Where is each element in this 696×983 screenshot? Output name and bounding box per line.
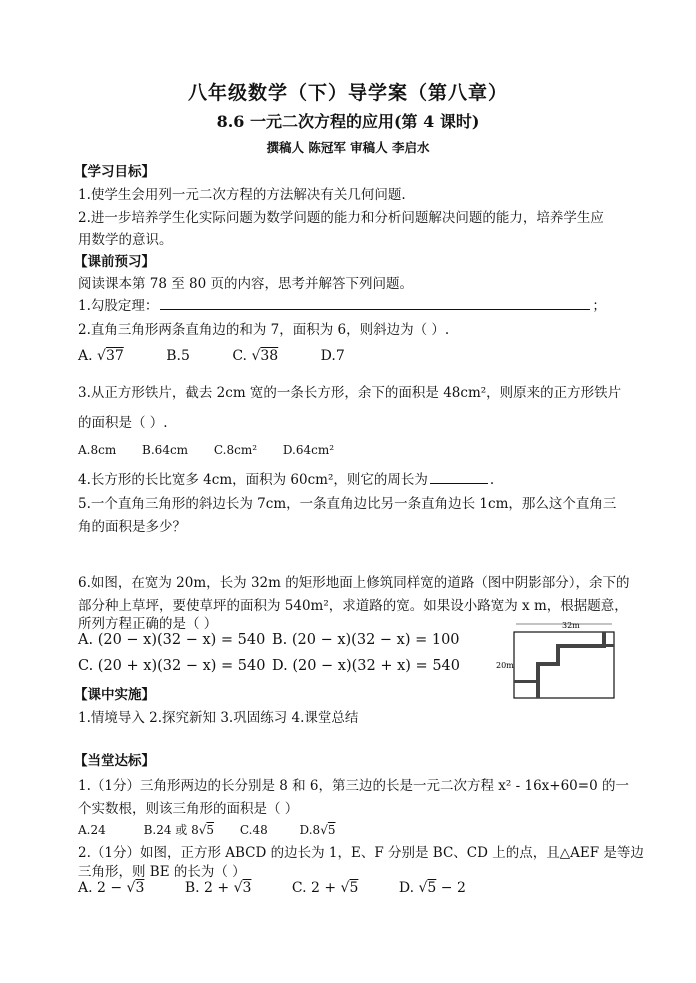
target-q2-line1: 2.（1分）如图，正方形 ABCD 的边长为 1，E、F 分别是 BC、CD 上的点，且△AEF 是等边 bbox=[78, 845, 644, 861]
q3-option-d: D.64cm² bbox=[282, 443, 335, 457]
tq1-option-b: B.24 或 8√5 bbox=[143, 823, 215, 837]
preview-q3-line2: 的面积是（ ）. bbox=[78, 415, 168, 431]
page-title: 八年级数学（下）导学案（第八章） bbox=[187, 82, 508, 104]
q2-option-a: A. √37 bbox=[78, 348, 124, 364]
target-q1-options bbox=[78, 821, 336, 838]
road-path-3 bbox=[606, 644, 614, 647]
road-figure bbox=[494, 618, 618, 702]
target-q2-line2: 三角形，则 BE 的长为（ ） bbox=[78, 864, 246, 880]
inclass-content: 1.情境导入 2.探究新知 3.巩固练习 4.课堂总结 bbox=[78, 710, 359, 726]
goal-item-2: 2.进一步培养学生化实际问题为数学问题的能力和分析问题解决问题的能力，培养学生应 bbox=[78, 210, 604, 226]
tq2-option-a: A. 2 − √3 bbox=[78, 880, 145, 896]
figure-width-label: 20m bbox=[496, 661, 514, 670]
tq1-option-c: C.48 bbox=[239, 823, 268, 837]
q2-option-b: B.5 bbox=[166, 348, 190, 364]
q3-options bbox=[78, 443, 334, 457]
q6-option-a: A. (20 − x)(32 − x) = 540 bbox=[78, 632, 266, 648]
tq2-option-d: D. √5 − 2 bbox=[398, 880, 466, 896]
tq2-option-b: B. 2 + √3 bbox=[184, 880, 252, 896]
authors-line: 撰稿人 陈冠军 审稿人 李启水 bbox=[266, 140, 430, 155]
preview-q1 bbox=[78, 294, 606, 314]
tq1-option-d: D.8√5 bbox=[299, 823, 336, 837]
goal-item-3: 用数学的意识。 bbox=[78, 232, 173, 248]
q2-option-d: D.7 bbox=[320, 348, 345, 364]
inclass-heading: 【课中实施】 bbox=[74, 687, 155, 703]
preview-q2: 2.直角三角形两条直角边的和为 7，面积为 6，则斜边为（ ）. bbox=[78, 322, 450, 338]
q4-end: . bbox=[489, 472, 495, 488]
q4-text: 4.长方形的长比宽多 4cm，面积为 60cm²，则它的周长为 bbox=[78, 472, 428, 488]
q4-answer-blank[interactable] bbox=[430, 471, 488, 484]
preview-q5-line2: 角的面积是多少？ bbox=[78, 519, 186, 535]
q6-option-d: D. (20 − x)(32 + x) = 540 bbox=[272, 658, 460, 674]
road-path-2 bbox=[514, 680, 536, 683]
q6-option-c: C. (20 + x)(32 − x) = 540 bbox=[78, 658, 266, 674]
q6-option-b: B. (20 − x)(32 − x) = 100 bbox=[272, 632, 460, 648]
preview-q6-line3: 所列方程正确的是（ ） bbox=[78, 616, 218, 632]
tq2-option-c: C. 2 + √5 bbox=[291, 880, 359, 896]
preview-q4 bbox=[78, 468, 494, 488]
field-rectangle bbox=[514, 632, 614, 698]
q3-option-a: A.8cm bbox=[78, 443, 117, 457]
target-heading: 【当堂达标】 bbox=[74, 753, 155, 769]
figure-length-label: 32m bbox=[562, 621, 580, 630]
preview-q3-line1: 3.从正方形铁片，截去 2cm 宽的一条长方形，余下的面积是 48cm²，则原来的正方形铁片 bbox=[78, 385, 622, 401]
preview-q5-line1: 5.一个直角三角形的斜边长为 7cm，一条直角边比另一条直角边长 1cm，那么这个直角三 bbox=[78, 496, 617, 512]
preview-q6-line1: 6.如图，在宽为 20m，长为 32m 的矩形地面上修筑同样宽的道路（图中阴影部分），余下的 bbox=[78, 575, 630, 591]
q2-options bbox=[78, 348, 345, 364]
q1-end: ； bbox=[592, 298, 606, 314]
preview-q6-line2: 部分种上草坪，要使草坪的面积为 540m²，求道路的宽。如果设小路宽为 x m，根据题意， bbox=[78, 598, 628, 614]
q3-option-c: C.8cm² bbox=[213, 443, 258, 457]
preview-heading: 【课前预习】 bbox=[74, 254, 155, 270]
preview-intro: 阅读课本第 78 至 80 页的内容，思考并解答下列问题。 bbox=[78, 276, 414, 292]
target-q1-line2: 个实数根，则该三角形的面积是（ ） bbox=[78, 801, 299, 817]
q2-option-c: C. √38 bbox=[232, 348, 279, 364]
target-q2-options bbox=[78, 880, 466, 896]
goal-item-1: 1.使学生会用列一元二次方程的方法解决有关几何问题. bbox=[78, 187, 406, 203]
q1-text: 1.勾股定理： bbox=[78, 298, 159, 314]
q1-answer-blank[interactable] bbox=[160, 297, 590, 310]
target-q1-line1: 1.（1分）三角形两边的长分别是 8 和 6，第三边的长是一元二次方程 x² - 16x+60=0 的一 bbox=[78, 778, 629, 794]
goals-heading: 【学习目标】 bbox=[74, 164, 155, 180]
lesson-subtitle: 8.6 一元二次方程的应用(第 4 课时) bbox=[216, 112, 480, 131]
tq1-option-a: A.24 bbox=[78, 823, 106, 837]
q3-option-b: B.64cm bbox=[142, 443, 189, 457]
